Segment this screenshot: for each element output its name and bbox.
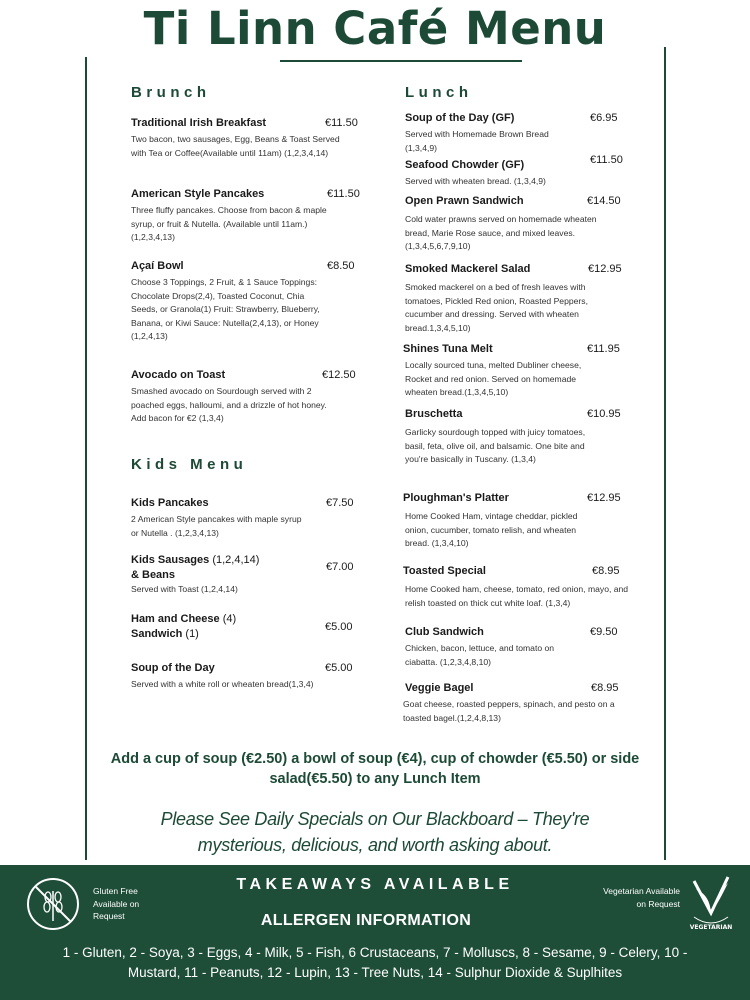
item-name: Kids Pancakes	[131, 497, 209, 509]
item-name: American Style Pancakes	[131, 188, 265, 200]
vegetarian-badge-text: VEGETARIAN	[689, 924, 733, 931]
item-price: €11.95	[587, 343, 620, 355]
kids-menu-heading: Kids Menu	[131, 456, 248, 473]
item-description: Choose 3 Toppings, 2 Fruit, & 1 Sauce Toppings: Chocolate Drops(2,4), Toasted Coconut, Chia Seeds, or Granola(1) Fruit: Strawberry, Blueberry, Banana, or Kiwi Sauce: Nutella(2,4,13), or Honey (1,2,4,13)	[131, 277, 320, 341]
item-price: €8.95	[592, 565, 620, 577]
item-description: Home Cooked Ham, vintage cheddar, pickled onion, cucumber, tomato relish, and wheaten bread. (1,3,4,10)	[405, 511, 578, 548]
right-divider	[664, 47, 666, 860]
item-description: Served with Toast (1,2,4,14)	[131, 584, 238, 594]
menu-item	[131, 368, 371, 426]
item-name: Açaí Bowl	[131, 260, 184, 272]
item-name: Ploughman's Platter	[403, 492, 509, 504]
menu-item	[405, 194, 630, 254]
item-description: Chicken, bacon, lettuce, and tomato on ciabatta. (1,2,3,4,8,10)	[405, 643, 555, 667]
item-price: €12.50	[322, 369, 356, 381]
item-price: €11.50	[590, 154, 623, 166]
menu-item	[131, 116, 371, 160]
item-name: Club Sandwich	[405, 626, 484, 638]
item-name: Soup of the Day	[131, 662, 215, 674]
lunch-addon-note: Add a cup of soup (€2.50) a bowl of soup (€4), cup of chowder (€5.50) or side salad(€5.50) to any Lunch Item	[110, 751, 640, 787]
menu-item	[405, 407, 630, 467]
item-price: €14.50	[587, 195, 621, 207]
item-price: €12.95	[587, 492, 621, 504]
menu-item	[405, 625, 630, 669]
menu-item	[405, 154, 630, 189]
item-price: €6.95	[590, 112, 618, 124]
item-name: Avocado on Toast	[131, 369, 226, 381]
gluten-free-note: Gluten Free Available on Request	[93, 886, 140, 921]
item-price: €7.50	[326, 497, 354, 509]
item-price: €11.50	[325, 117, 358, 129]
menu-item	[131, 661, 371, 692]
title-underline	[280, 60, 522, 62]
item-name: Open Prawn Sandwich	[405, 195, 524, 207]
brunch-heading: Brunch	[131, 84, 211, 101]
item-name: Kids Sausages (1,2,4,14)	[131, 554, 260, 566]
menu-item	[403, 342, 630, 400]
item-description: Served with a white roll or wheaten bread(1,3,4)	[131, 679, 314, 689]
daily-specials-note: Please See Daily Specials on Our Blackboard – They're mysterious, delicious, and worth asking about.	[160, 809, 590, 855]
item-description: Goat cheese, roasted peppers, spinach, and pesto on a toasted bagel.(1,2,4,8,13)	[403, 699, 615, 723]
item-description: Three fluffy pancakes. Choose from bacon & maple syrup, or fruit & Nutella. (Available until 11am.)(1,2,3,4,13)	[131, 205, 327, 242]
item-description: Home Cooked ham, cheese, tomato, red onion, mayo, and relish toasted on thick cut white loaf. (1,3,4)	[405, 584, 629, 608]
item-price: €9.50	[590, 626, 618, 638]
item-price: €12.95	[588, 263, 622, 275]
item-price: €7.00	[326, 561, 354, 573]
lunch-heading: Lunch	[405, 84, 473, 101]
item-price: €5.00	[325, 621, 353, 633]
item-description: Smashed avocado on Sourdough served with 2 poached eggs, halloumi, and a drizzle of hot honey. Add bacon for €2 (1,3,4)	[131, 386, 327, 423]
allergen-info-title: ALLERGEN INFORMATION	[260, 912, 472, 929]
item-description: Two bacon, two sausages, Egg, Beans & Toast Served with Tea or Coffee(Available until 11am) (1,2,3,4,14)	[131, 134, 340, 158]
item-price: €8.95	[591, 682, 619, 694]
takeaways-available: TAKEAWAYS AVAILABLE	[236, 876, 514, 893]
menu-item	[405, 681, 630, 725]
item-name: Bruschetta	[405, 408, 463, 420]
vegetarian-icon	[686, 873, 736, 935]
menu-item	[405, 262, 630, 335]
menu-item	[131, 553, 371, 597]
item-name-line2: Sandwich (1)	[131, 628, 199, 640]
item-name: Veggie Bagel	[405, 682, 474, 694]
menu-item	[405, 111, 630, 155]
menu-item	[403, 564, 630, 610]
item-name: Traditional Irish Breakfast	[131, 117, 267, 129]
item-price: €8.50	[327, 260, 355, 272]
item-description: Served with wheaten bread. (1,3,4,9)	[405, 176, 546, 186]
left-divider	[85, 57, 87, 860]
item-price: €11.50	[327, 188, 360, 200]
item-name: Shines Tuna Melt	[403, 343, 493, 355]
item-name: Toasted Special	[403, 565, 486, 577]
vegetarian-note: Vegetarian Available on Request	[603, 886, 680, 909]
allergen-list: 1 - Gluten, 2 - Soya, 3 - Eggs, 4 - Milk, 5 - Fish, 6 Crustaceans, 7 - Molluscs, 8 - Sesame, 9 - Celery, 10 - Mustard, 11 - Peanuts, 12 - Lupin, 13 - Tree Nuts, 14 - Sulphur Dioxide & Suplhites	[62, 945, 688, 980]
item-name: Soup of the Day (GF)	[405, 112, 515, 124]
menu-item	[131, 259, 371, 344]
item-description: Locally sourced tuna, melted Dubliner cheese, Rocket and red onion. Served on homemade wheaten bread.(1,3,4,5,10)	[405, 360, 582, 397]
item-name: Seafood Chowder (GF)	[405, 159, 525, 171]
item-description: Served with Homemade Brown Bread (1,3,4,9)	[405, 129, 549, 153]
menu-item	[131, 187, 371, 245]
item-price: €10.95	[587, 408, 621, 420]
item-description: Cold water prawns served on homemade wheaten bread, Marie Rose sauce, and mixed leaves. (1,3,4,5,6,7,9,10)	[405, 214, 597, 251]
item-description: Smoked mackerel on a bed of fresh leaves with tomatoes, Pickled Red onion, Roasted Peppers, cucumber and dressing. Served with wheaten bread.1,3,4,5,10)	[405, 282, 588, 333]
item-name: Smoked Mackerel Salad	[405, 263, 531, 275]
menu-item	[131, 496, 371, 540]
item-description: Garlicky sourdough topped with juicy tomatoes, basil, feta, olive oil, and balsamic. One bite and you're basically in Tuscany. (1,3,4)	[405, 427, 586, 464]
item-description: 2 American Style pancakes with maple syrup or Nutella . (1,2,3,4,13)	[131, 514, 302, 538]
menu-item	[131, 612, 371, 642]
item-name: Ham and Cheese (4)	[131, 613, 237, 625]
item-price: €5.00	[325, 662, 353, 674]
footer-banner	[0, 865, 750, 1000]
menu-title: Ti Linn Café Menu	[143, 2, 607, 55]
menu-item	[403, 491, 630, 551]
item-name-line2: & Beans	[131, 569, 176, 581]
